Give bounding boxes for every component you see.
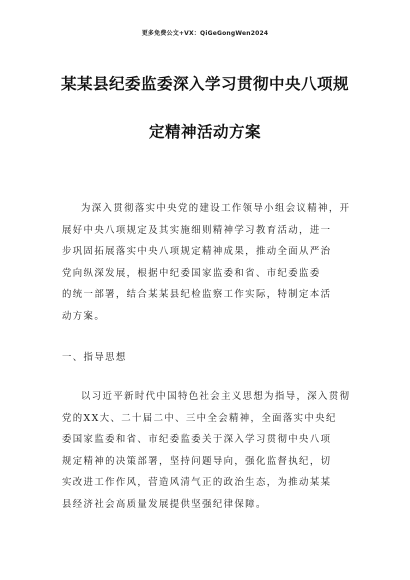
section-heading-guiding-ideology: 一、指导思想 xyxy=(62,352,127,363)
paragraph-line: 县经济社会高质量发展提供坚强纪律保障。 xyxy=(62,498,267,510)
paragraph-line: 以习近平新时代中国特色社会主义思想为指导，深入贯彻 xyxy=(81,391,351,402)
guiding-ideology-paragraph xyxy=(62,386,352,515)
intro-line: 动方案。 xyxy=(62,310,106,322)
intro-line: 党向纵深发展，根据中纪委国家监委和省、市纪委监委 xyxy=(62,267,321,279)
document-title-line-1: 某某县纪委监委深入学习贯彻中央八项规 xyxy=(60,74,349,93)
intro-line: 为深入贯彻落实中央党的建设工作领导小组会议精神，开 xyxy=(81,203,351,214)
paragraph-line: 党的XX大、二十届二中、三中全会精神，全面落实中央纪 xyxy=(62,412,337,424)
intro-line: 的统一部署，结合某某县纪检监察工作实际，特制定本活 xyxy=(62,289,332,300)
header-note: 更多免费公文+VX：QiGeGongWen2024 xyxy=(141,30,269,37)
paragraph-line: 实改进工作作风，营造风清气正的政治生态，为推动某某 xyxy=(62,477,332,488)
paragraph-line: 委国家监委和省、市纪委监委关于深入学习贯彻中央八项 xyxy=(62,434,332,445)
document-title-line-2: 定精神活动方案 xyxy=(148,122,261,141)
intro-paragraph xyxy=(62,198,352,327)
paragraph-line: 规定精神的决策部署，坚持问题导向，强化监督执纪，切 xyxy=(62,455,332,467)
intro-line: 步巩固拓展落实中央八项规定精神成果，推动全面从严治 xyxy=(62,246,332,257)
intro-line: 展好中央八项规定及其实施细则精神学习教育活动，进一 xyxy=(62,224,332,236)
